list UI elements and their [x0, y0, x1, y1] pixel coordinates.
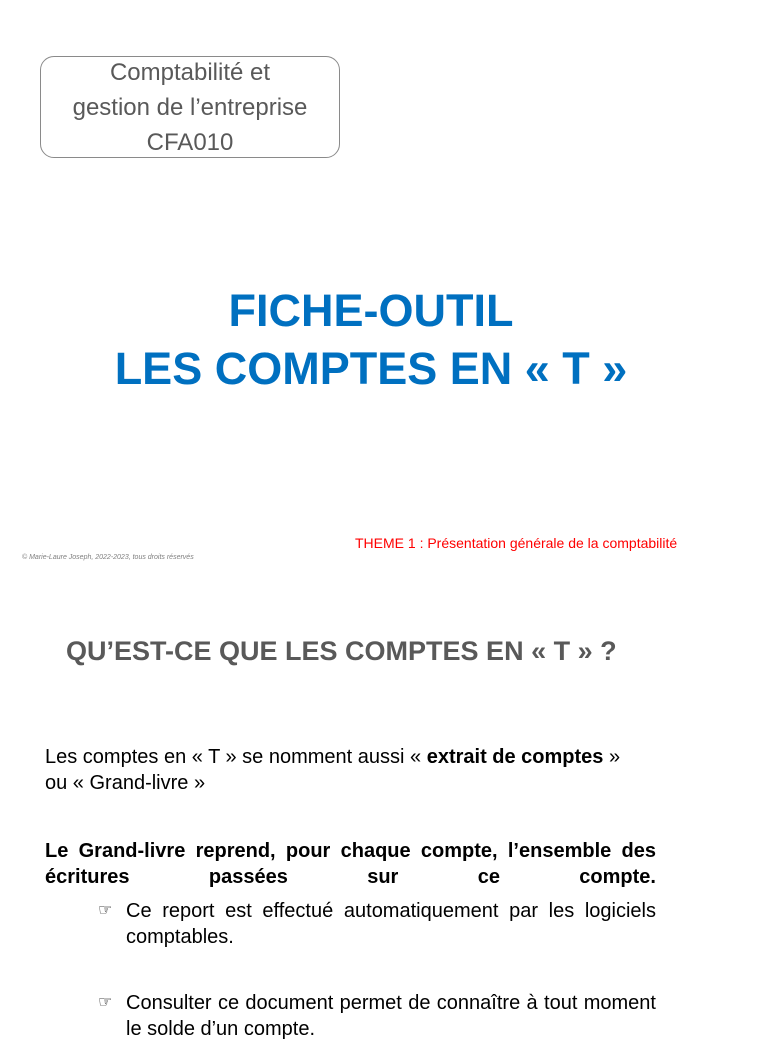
grand-livre-definition: Le Grand-livre reprend, pour chaque compte, l’ensemble des écritures passées sur ce compte.: [45, 840, 656, 888]
bullet-item: [98, 990, 656, 1042]
intro-bold-term: extrait de comptes: [426, 746, 604, 768]
pointing-hand-icon: ☞: [98, 902, 113, 919]
course-name-line-1: Comptabilité et: [109, 58, 271, 86]
main-title-line-1: FICHE-OUTIL: [228, 285, 514, 336]
theme-label: THEME 1 : Présentation générale de la comptabilité: [355, 535, 678, 551]
pointing-hand-icon: ☞: [98, 994, 113, 1011]
bullet-text: Ce report est effectué automatiquement par les logiciels comptables.: [126, 900, 656, 948]
intro-paragraph: [45, 744, 656, 796]
intro-line-1: [45, 744, 656, 770]
course-code: CFA010: [146, 128, 234, 156]
intro-text-before: Les comptes en « T » se nomment aussi «: [45, 746, 427, 768]
content-slide: [0, 576, 768, 1040]
bullet-text: Consulter ce document permet de connaître à tout moment le solde d’un compte.: [126, 992, 656, 1040]
copyright-notice: © Marie-Laure Joseph, 2022-2023, tous droits réservés: [22, 554, 194, 561]
intro-text-after: »: [603, 746, 621, 768]
main-title: [0, 282, 742, 398]
course-info-box: [40, 56, 340, 158]
bullet-item: [98, 898, 656, 950]
intro-line-2: ou « Grand-livre »: [45, 772, 206, 794]
section-heading: QU’EST-CE QUE LES COMPTES EN « T » ?: [66, 636, 617, 666]
main-title-line-2: LES COMPTES EN « T »: [114, 343, 628, 394]
course-name-line-2: gestion de l’entreprise: [72, 93, 308, 121]
